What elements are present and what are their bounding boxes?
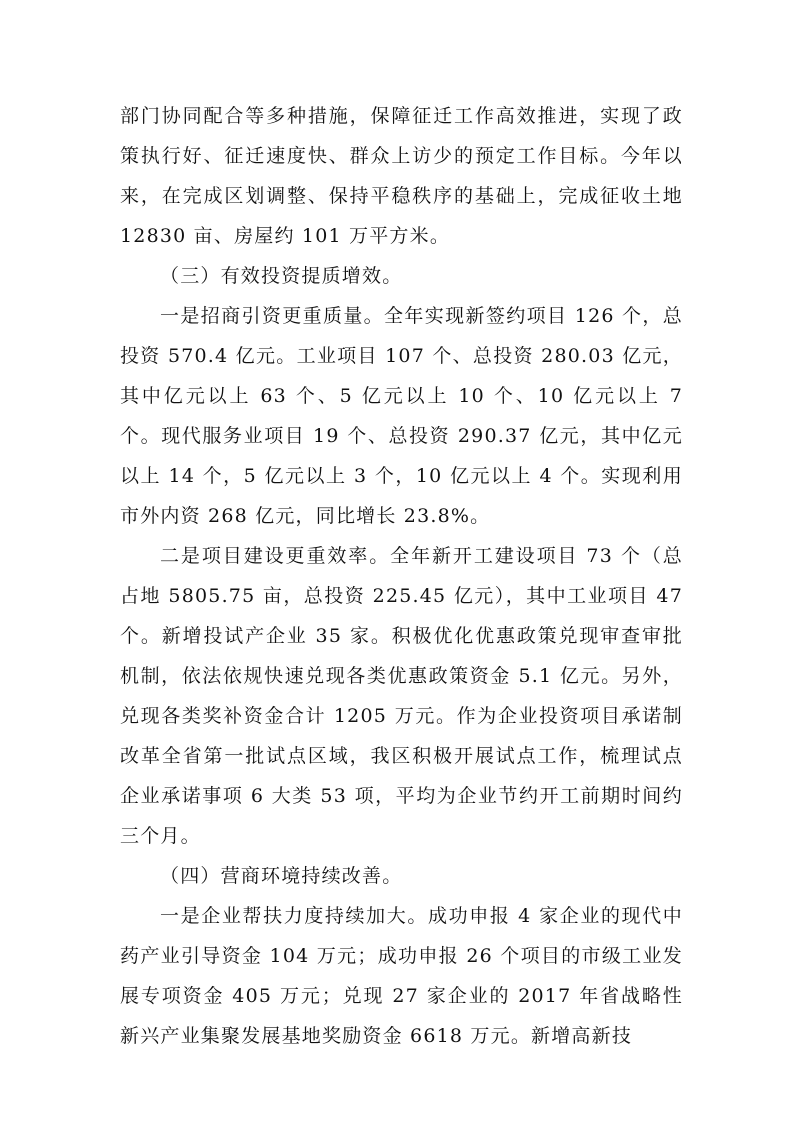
document-body	[120, 96, 683, 1056]
section-heading-business-environment: （四）营商环境持续改善。	[160, 865, 403, 887]
paragraph-project-efficiency: 二是项目建设更重效率。全年新开工建设项目 73 个（总占地 5805.75 亩，总投资 225.45 亿元），其中工业项目 47 个。新增投试产企业 35 家。积极优化优惠政策兑现审查审批机制，依法依规快速兑现各类优惠政策资金 5.1 亿元。另外，兑现各类奖补资金合计 1205 万元。作为企业投资项目承诺制改革全省第一批试点区域，我区积极开展试点工作，梳理试点企业承诺事项 6 大类 53 项，平均为企业节约开工前期时间约三个月。	[120, 545, 683, 847]
paragraph-enterprise-support: 一是企业帮扶力度持续加大。成功申报 4 家企业的现代中药产业引导资金 104 万元；成功申报 26 个项目的市级工业发展专项资金 405 万元；兑现 27 家企业的 2017 年省战略性新兴产业集聚发展基地奖励资金 6618 万元。新增高新技	[120, 905, 683, 1047]
paragraph-land-acquisition: 部门协同配合等多种措施，保障征迁工作高效推进，实现了政策执行好、征迁速度快、群众上访少的预定工作目标。今年以来，在完成区划调整、保持平稳秩序的基础上，完成征收土地 12830 亩、房屋约 101 万平方米。	[120, 105, 683, 247]
paragraph-investment-quality: 一是招商引资更重质量。全年实现新签约项目 126 个，总投资 570.4 亿元。工业项目 107 个、总投资 280.03 亿元，其中亿元以上 63 个、5 亿元以上 10 个、10 亿元以上 7 个。现代服务业项目 19 个、总投资 290.37 亿元，其中亿元以上 14 个，5 亿元以上 3 个，10 亿元以上 4 个。实现利用市外内资 268 亿元，同比增长 23.8%。	[120, 305, 683, 527]
section-heading-investment: （三）有效投资提质增效。	[160, 265, 403, 287]
